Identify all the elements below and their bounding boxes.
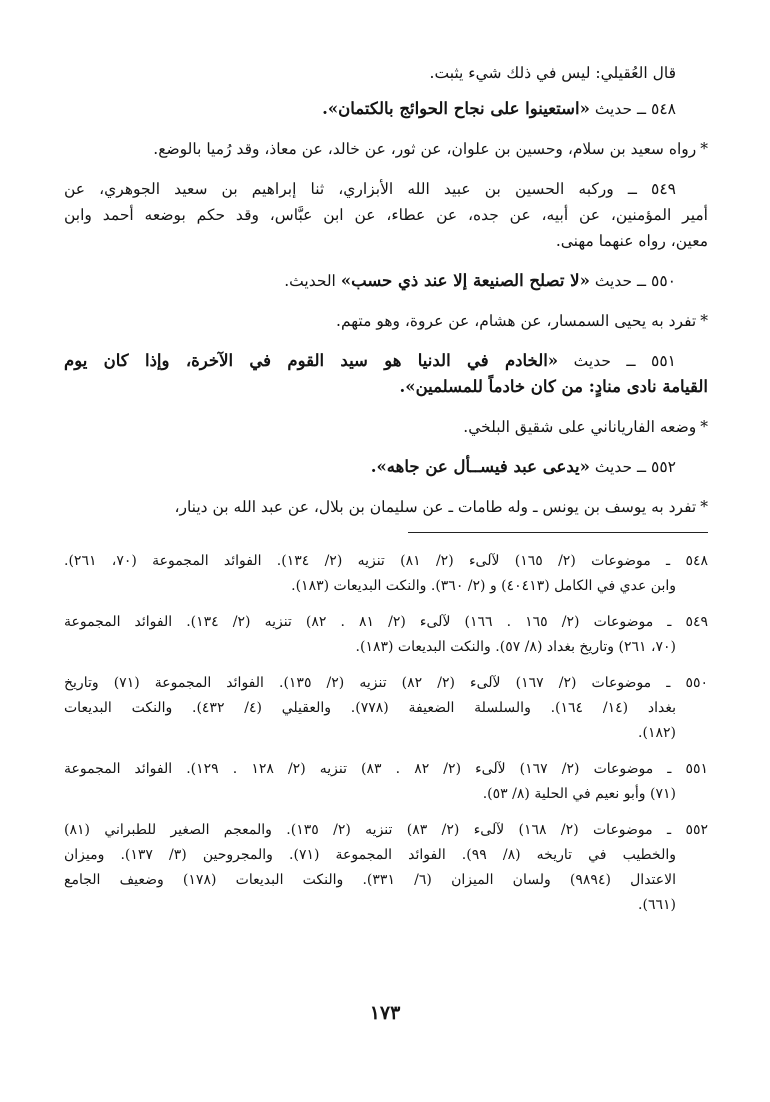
footnote-line: ٥٤٨ ـ موضوعات (٢/ ١٦٥) لآلىء (٢/ ٨١) تنزيه (٢/ ١٣٤). الفوائد المجموعة (٧٠، ٢٦١). <box>64 553 708 569</box>
footnote-line: (١٨٢). <box>638 725 676 741</box>
star-marker: * <box>700 498 708 516</box>
hadith-title-548: «استعينوا على نجاح الحوائج بالكتمان». <box>322 99 590 118</box>
footnote-552 <box>64 818 708 918</box>
footnote-line: وابن عدي في الكامل (٤٠٤١٣) و (٢/ ٣٦٠). والنكت البديعات (١٨٣). <box>291 578 676 594</box>
footnote-549 <box>64 610 708 660</box>
star-marker: * <box>700 418 708 436</box>
star-marker: * <box>700 140 708 158</box>
hadith-suffix-550: الحديث. <box>284 272 336 290</box>
hadith-549-line1: ٥٤٩ ــ وركبه الحسين بن عبيد الله الأبزاري، ثنا إبراهيم بن سعيد الجوهري، عن <box>64 180 676 198</box>
hadith-title-551-cont: القيامة نادى منادٍ: من كان خادماً للمسلمين». <box>399 377 708 396</box>
text-span: تفرد به يوسف بن يونس ـ وله طامات ـ عن سليمان بن بلال، عن عبد الله بن دينار، <box>174 498 697 516</box>
hadith-heading-548 <box>64 96 708 122</box>
footnote-line: بغداد (١٤/ ١٦٤). والسلسلة الضعيفة (٧٧٨). والعقيلي (٤/ ٤٣٢). والنكت البديعات <box>64 700 676 716</box>
footnote-line: ٥٥١ ـ موضوعات (٢/ ١٦٧) لآلىء (٢/ ٨٢ . ٨٣) تنزيه (٢/ ١٢٨ . ١٢٩). الفوائد المجموعة <box>64 761 709 777</box>
text-span: تفرد به يحيى السمسار، عن هشام، عن عروة، وهو متهم. <box>336 312 697 330</box>
footnote-line: ٥٥٠ ـ موضوعات (٢/ ١٦٧) لآلىء (٢/ ٨٢) تنزيه (٢/ ١٣٥). الفوائد المجموعة (٧١) وتاريخ <box>64 675 708 691</box>
footnote-line: (٦٦١). <box>638 897 676 913</box>
footnote-line: (٧١) وأبو نعيم في الحلية (٨/ ٥٣). <box>482 786 676 802</box>
hadith-549-line3: معين، رواه عنهما مهنى. <box>555 232 708 250</box>
footnote-line: ٥٤٩ ـ موضوعات (٢/ ١٦٥ . ١٦٦) لآلىء (٢/ ٨١ . ٨٢) تنزيه (٢/ ١٣٤). الفوائد المجموعة <box>64 614 709 630</box>
text-line <box>64 494 708 520</box>
hadith-549-line2: أمير المؤمنين، عن أبيه، عن جده، عن عطاء، عن ابن عبَّاس، وقد حكم بوضعه أحمد وابن <box>64 206 708 224</box>
hadith-title-551: «الخادم في الدنيا هو سيد القوم في الآخرة، وإذا كان يوم <box>64 351 559 370</box>
footnote-550 <box>64 671 708 746</box>
text-line: قال العُقيلي: ليس في ذلك شيء يثبت. <box>429 64 676 82</box>
footnote-548 <box>64 549 708 599</box>
footnote-line: الاعتدال (٩٨٩٤) ولسان الميزان (٦/ ٣٣١). والنكت البديعات (١٧٨) وضعيف الجامع <box>64 872 676 888</box>
hadith-heading-550 <box>64 268 708 294</box>
hadith-number-548: ٥٤٨ ــ حديث <box>594 100 676 118</box>
text-span: رواه سعيد بن سلام، وحسين بن علوان، عن ثور، عن خالد، عن معاذ، وقد رُميا بالوضع. <box>153 140 697 158</box>
footnotes <box>64 549 708 918</box>
hadith-title-550: «لا تصلح الصنيعة إلا عند ذي حسب» <box>340 271 590 290</box>
text-line <box>64 414 708 440</box>
hadith-number-552: ٥٥٢ ــ حديث <box>594 458 676 476</box>
star-marker: * <box>700 312 708 330</box>
footnote-line: ٥٥٢ ـ موضوعات (٢/ ١٦٨) لآلىء (٢/ ٨٣) تنزيه (٢/ ١٣٥). والمعجم الصغير للطبراني (٨١) <box>64 822 709 838</box>
footnote-551 <box>64 757 708 807</box>
page-number: ١٧٣ <box>369 1002 401 1024</box>
text-span: وضعه الفارياناني على شقيق البلخي. <box>463 418 697 436</box>
hadith-title-552: «يدعى عبد فيســأل عن جاهه». <box>370 457 590 476</box>
footnote-line: (٧٠، ٢٦١) وتاريخ بغداد (٨/ ٥٧). والنكت البديعات (١٨٣). <box>355 639 676 655</box>
hadith-number-551: ٥٥١ ــ حديث <box>573 352 677 370</box>
hadith-heading-551 <box>64 348 708 374</box>
main-text <box>64 0 708 520</box>
text-line <box>64 308 708 334</box>
footnote-line: والخطيب في تاريخه (٨/ ٩٩). الفوائد المجموعة (٧١). والمجروحين (٣/ ١٣٧). وميزان <box>64 847 676 863</box>
hadith-number-550: ٥٥٠ ــ حديث <box>594 272 676 290</box>
footnote-divider <box>408 532 708 533</box>
text-line <box>64 136 708 162</box>
hadith-heading-552 <box>64 454 708 480</box>
